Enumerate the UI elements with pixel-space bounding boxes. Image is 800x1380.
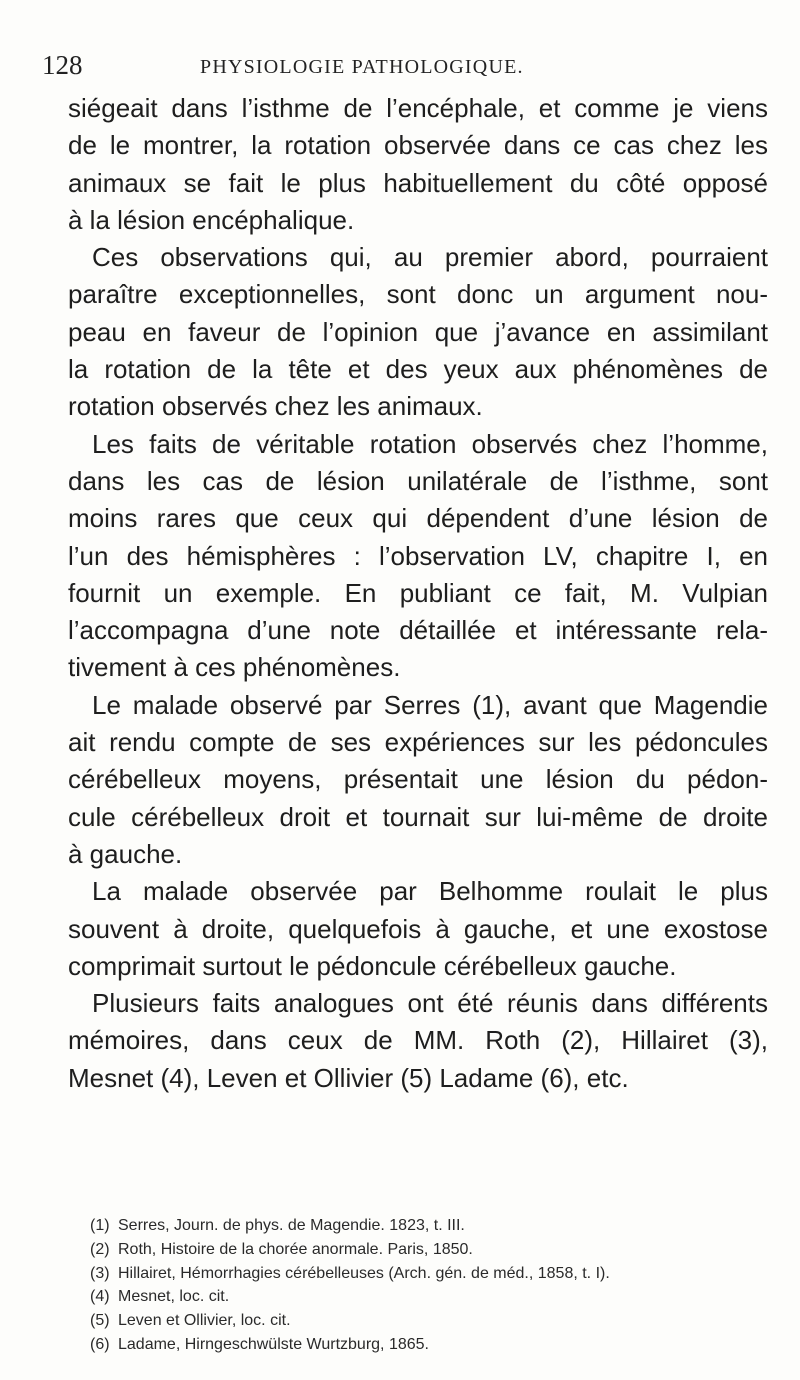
text-line: à gauche.: [68, 838, 183, 869]
body-text: [68, 90, 768, 1097]
text-line: siégeait dans l’isthme de l’encéphale, et comme je viens: [68, 93, 768, 123]
text-line: Plusieurs faits analogues ont été réunis dans différents: [92, 988, 768, 1019]
text-line: tivement à ces phénomènes.: [68, 652, 401, 683]
page-header: [42, 50, 742, 90]
footnote-number: (5): [90, 1312, 110, 1330]
text-line: cule cérébelleux droit et tournait sur lui-même de droite: [68, 801, 768, 832]
text-line: fournit un exemple. En publiant ce fait, M. Vulpian: [68, 577, 768, 608]
footnote: [90, 1309, 770, 1333]
footnote-number: (1): [90, 1217, 110, 1234]
text-line: Mesnet (4), Leven et Ollivier (5) Ladame (6), etc.: [68, 1062, 629, 1093]
footnote-text: Ladame, Hirngeschwülste Wurtzburg, 1865.: [118, 1335, 429, 1353]
page-number: 128: [42, 50, 83, 80]
footnote-text: Serres, Journ. de phys. de Magendie. 1823, t. III.: [118, 1217, 465, 1234]
text-line: Ces observations qui, au premier abord, pourraient: [92, 242, 768, 273]
text-line: l’un des hémisphères : l’observation LV, chapitre I, en: [68, 540, 768, 571]
text-line: comprimait surtout le pédoncule cérébelleux gauche.: [68, 950, 677, 981]
footnote: [90, 1262, 770, 1286]
text-line: cérébelleux moyens, présentait une lésion du pédon-: [68, 764, 768, 795]
text-line: dans les cas de lésion unilatérale de l’isthme, sont: [68, 465, 768, 496]
text-line: l’accompagna d’une note détaillée et intéressante rela-: [68, 615, 768, 646]
footnote-number: (4): [90, 1288, 110, 1306]
text-line: Le malade observé par Serres (1), avant que Magendie: [92, 689, 768, 720]
footnote-text: Mesnet, loc. cit.: [118, 1288, 230, 1306]
text-line: souvent à droite, quelquefois à gauche, et une exostose: [68, 913, 768, 944]
text-line: La malade observée par Belhomme roulait le plus: [92, 876, 768, 907]
footnote-number: (6): [90, 1335, 110, 1353]
footnote-number: (2): [90, 1240, 110, 1258]
text-line: la rotation de la tête et des yeux aux phénomènes de: [68, 354, 768, 385]
text-line: peau en faveur de l’opinion que j’avance en assimilant: [68, 316, 768, 347]
footnote-number: (3): [90, 1264, 110, 1282]
text-line: de le montrer, la rotation observée dans ce cas chez les: [68, 130, 768, 161]
text-line: animaux se fait le plus habituellement du côté opposé: [68, 167, 768, 198]
text-line: paraître exceptionnelles, sont donc un argument nou-: [68, 279, 768, 310]
text-line: mémoires, dans ceux de MM. Roth (2), Hillairet (3),: [68, 1025, 768, 1056]
text-line: rotation observés chez les animaux.: [68, 391, 483, 422]
footnote: [90, 1333, 770, 1357]
footnote: [90, 1285, 770, 1309]
text-line: moins rares que ceux qui dépendent d’une lésion de: [68, 503, 768, 534]
text-line: Les faits de véritable rotation observés chez l’homme,: [92, 428, 768, 459]
footnote-text: Hillairet, Hémorrhagies cérébelleuses (Arch. gén. de méd., 1858, t. I).: [118, 1264, 610, 1282]
footnotes: [90, 1214, 770, 1357]
text-line: ait rendu compte de ses expériences sur les pédoncules: [68, 727, 768, 758]
footnote-text: Leven et Ollivier, loc. cit.: [118, 1312, 291, 1330]
footnote-text: Roth, Histoire de la chorée anormale. Paris, 1850.: [118, 1240, 473, 1258]
footnote: [90, 1214, 770, 1238]
running-head: PHYSIOLOGIE PATHOLOGIQUE.: [200, 56, 524, 78]
text-line: à la lésion encéphalique.: [68, 204, 355, 235]
footnote: [90, 1238, 770, 1262]
